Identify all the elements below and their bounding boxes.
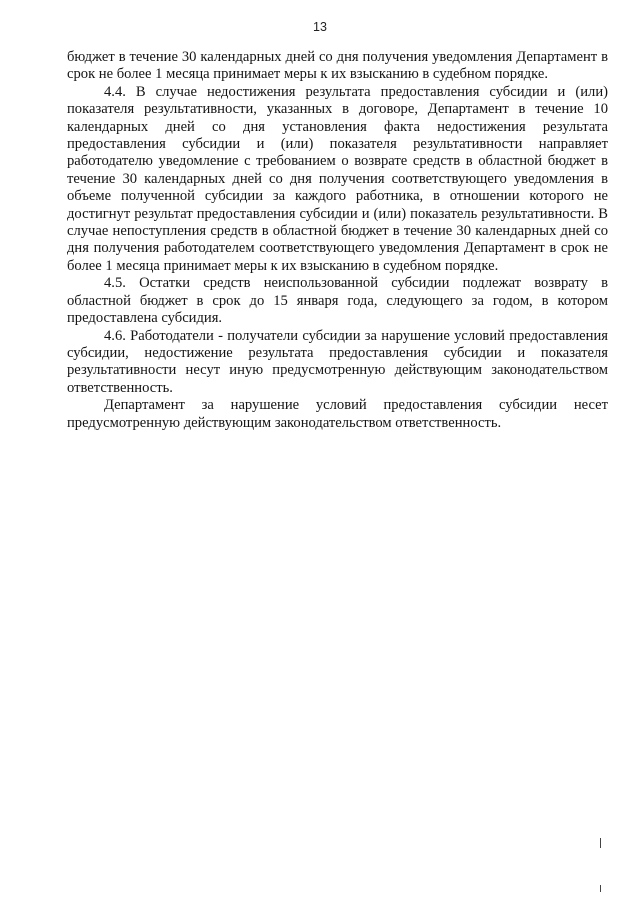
paragraph-4-5: 4.5. Остатки средств неиспользованной субсидии подлежат возврату в областной бюджет в срок до 15 января года, следующего за годом, в котором предоставлена субсидия. — [67, 275, 608, 327]
scan-margin-mark — [600, 885, 601, 892]
paragraph-4-6: 4.6. Работодатели - получатели субсидии за нарушение условий предоставления субсидии, недостижение результата предоставления субсидии и показателя результативности несут иную предусмотренную действующим законодательством ответственность. — [67, 327, 608, 396]
paragraph-4-4: 4.4. В случае недостижения результата предоставления субсидии и (или) показателя результативности, указанных в договоре, Департамент в течение 10 календарных дней со дня установления факта недостижения результата предоставления субсидии и (или) показателя результативности направляет работодателю уведомление с требованием о возврате средств в областной бюджет в течение 30 календарных дней со дня получения соответствующего уведомления в объеме полученной субсидии за каждого работника, в отношении которого не достигнут результат предоставления субсидии и (или) показатель результативности. В случае непоступления средств в областной бюджет в течение 30 календарных дней со дня получения работодателем соответствующего уведомления Департамент в срок не более 1 месяца принимает меры к их взысканию в судебном порядке. — [67, 83, 608, 274]
page-number: 13 — [313, 20, 327, 34]
paragraph-continuation: бюджет в течение 30 календарных дней со дня получения уведомления Департамент в срок не более 1 месяца принимает меры к их взысканию в судебном порядке. — [67, 49, 608, 83]
paragraph-department-responsibility: Департамент за нарушение условий предоставления субсидии несет предусмотренную действующим законодательством ответственность. — [67, 397, 608, 431]
document-body — [67, 49, 608, 432]
scan-margin-mark — [600, 838, 601, 848]
